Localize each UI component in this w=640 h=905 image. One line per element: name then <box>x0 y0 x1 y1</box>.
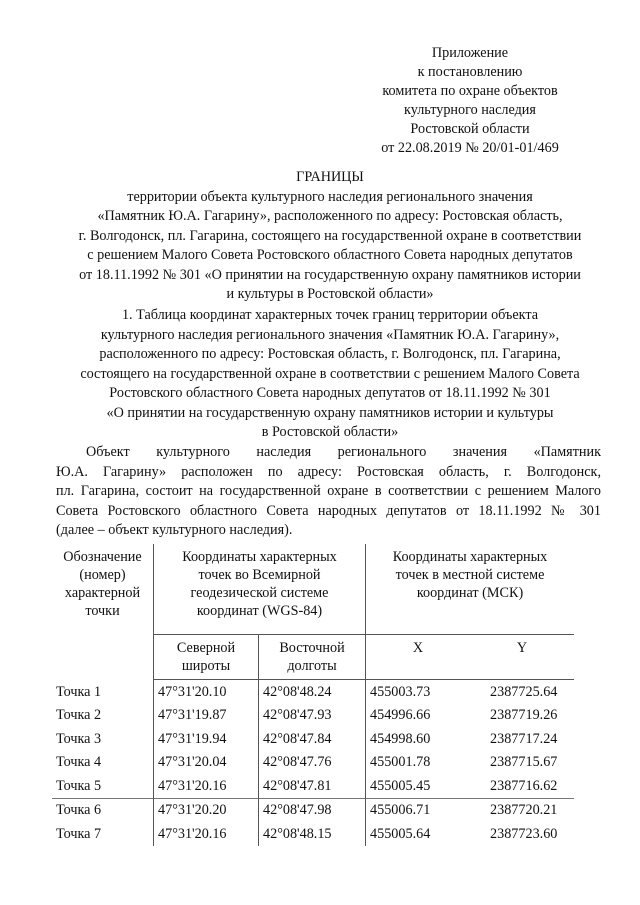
header-east: Восточной долготы <box>259 635 366 680</box>
table-row <box>52 680 574 704</box>
appendix-line: к постановлению <box>417 64 523 80</box>
table-row <box>52 774 574 798</box>
cell-point: Точка 1 <box>52 680 154 704</box>
cell-north: 47°31'19.94 <box>154 727 259 751</box>
cell-y: 2387717.24 <box>490 730 558 747</box>
paragraph-line: Совета Ростовского областного Совета народных депутатов от 18.11.1992 № 301 <box>56 502 601 519</box>
title-line: с решением Малого Совета Ростовского областного Совета народных депутатов <box>87 247 573 263</box>
cell-point: Точка 2 <box>52 704 154 728</box>
paragraph-line: Ю.А. Гагарину» расположен по адресу: Ростовская область, г. Волгодонск, <box>56 463 601 480</box>
section-line: состоящего на государственной охране в соответствии с решением Малого Совета <box>80 365 580 382</box>
title-line: «Памятник Ю.А. Гагарину», расположенного по адресу: Ростовская область, <box>97 208 563 224</box>
cell-y: 2387725.64 <box>490 683 558 700</box>
cell-point: Точка 6 <box>52 798 154 822</box>
cell-north: 47°31'20.04 <box>154 751 259 775</box>
header-y: Y <box>470 635 574 680</box>
cell-north: 47°31'20.20 <box>154 798 259 822</box>
cell-x: 455005.64 <box>370 825 431 842</box>
title-line: г. Волгодонск, пл. Гагарина, состоящего на государственной охране в соответствии <box>78 227 582 244</box>
paragraph-line: (далее – объект культурного наследия). <box>56 522 293 538</box>
cell-north: 47°31'20.16 <box>154 774 259 798</box>
appendix-line: культурного наследия <box>404 102 536 118</box>
cell-x: 454998.60 <box>370 730 431 747</box>
cell-north: 47°31'19.87 <box>154 704 259 728</box>
section-line: культурного наследия регионального значения «Памятник Ю.А. Гагарину», <box>100 326 560 343</box>
cell-y: 2387716.62 <box>490 777 558 794</box>
appendix-line: от 22.08.2019 № 20/01-01/469 <box>381 140 559 156</box>
cell-x: 455001.78 <box>370 754 431 771</box>
cell-east: 42°08'48.15 <box>259 822 366 846</box>
section-line: Ростовского областного Совета народных депутатов от 18.11.1992 № 301 <box>109 385 551 401</box>
cell-north: 47°31'20.16 <box>154 822 259 846</box>
document-title <box>40 168 620 305</box>
section-line: 1. Таблица координат характерных точек границ территории объекта <box>121 307 539 323</box>
header-msk: Координаты характерных точек в местной системе координат (МСК) <box>366 544 575 635</box>
section-line: расположенного по адресу: Ростовская область, г. Волгодонск, пл. Гагарина, <box>99 346 561 362</box>
appendix-line: комитета по охране объектов <box>382 83 558 99</box>
description-paragraph <box>56 443 601 541</box>
section-line: «О принятии на государственную охрану памятников истории и культуры <box>106 404 554 421</box>
table-row <box>52 704 574 728</box>
header-north: Северной широты <box>154 635 259 680</box>
table-row <box>52 798 574 822</box>
appendix-block <box>360 44 580 158</box>
cell-y: 2387719.26 <box>490 707 558 724</box>
title-heading: ГРАНИЦЫ <box>296 169 364 185</box>
section-line: в Ростовской области» <box>261 424 399 440</box>
table-row <box>52 727 574 751</box>
cell-x: 455006.71 <box>366 798 471 822</box>
coordinates-table <box>52 544 574 846</box>
header-x: X <box>366 635 471 680</box>
cell-y: 2387723.60 <box>490 825 558 842</box>
cell-north: 47°31'20.10 <box>154 680 259 704</box>
cell-y: 2387720.21 <box>470 798 574 822</box>
cell-east: 42°08'47.81 <box>259 774 366 798</box>
cell-east: 42°08'47.76 <box>259 751 366 775</box>
table-row <box>52 822 574 846</box>
cell-x: 454996.66 <box>370 707 431 724</box>
header-wgs: Координаты характерных точек во Всемирной геодезической системе координат (WGS-84) <box>154 544 366 635</box>
cell-east: 42°08'47.98 <box>259 798 366 822</box>
title-line: от 18.11.1992 № 301 «О принятии на государственную охрану памятников истории <box>79 266 581 283</box>
table-row <box>52 751 574 775</box>
title-line: территории объекта культурного наследия регионального значения <box>127 188 533 205</box>
appendix-line: Ростовской области <box>410 121 530 137</box>
appendix-line: Приложение <box>431 45 509 61</box>
cell-point: Точка 3 <box>52 727 154 751</box>
cell-point: Точка 5 <box>52 774 154 798</box>
paragraph-line: Объект культурного наследия регионального значения «Памятник <box>86 444 601 460</box>
paragraph-line: пл. Гагарина, состоит на государственной охране в соответствии с решением Малого <box>56 483 601 499</box>
cell-east: 42°08'47.84 <box>259 727 366 751</box>
title-line: и культуры в Ростовской области» <box>226 286 434 302</box>
cell-east: 42°08'47.93 <box>259 704 366 728</box>
cell-y: 2387715.67 <box>490 754 558 771</box>
cell-x: 455003.73 <box>370 683 431 700</box>
cell-x: 455005.45 <box>370 777 431 794</box>
section-heading <box>40 306 620 443</box>
header-designation: Обозначение (номер) характерной точки <box>52 544 154 680</box>
cell-point: Точка 7 <box>52 822 154 846</box>
cell-point: Точка 4 <box>52 751 154 775</box>
cell-east: 42°08'48.24 <box>259 680 366 704</box>
